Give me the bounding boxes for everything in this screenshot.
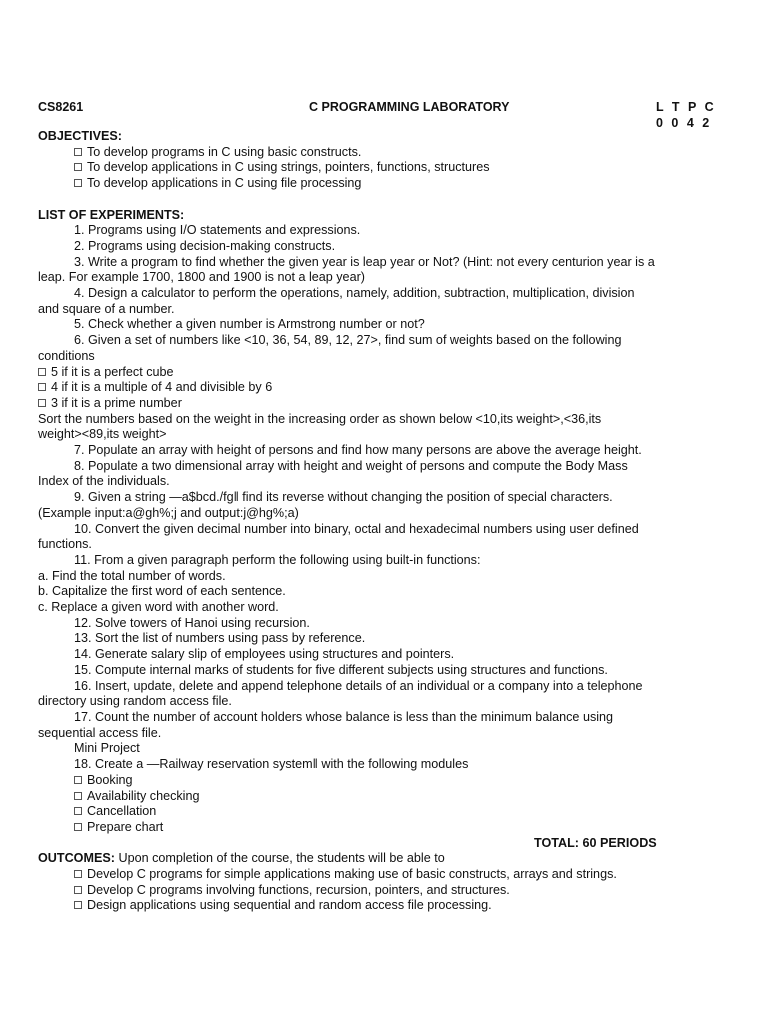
- experiment-line: 12. Solve towers of Hanoi using recursion.: [74, 615, 310, 630]
- experiment-line: leap. For example 1700, 1800 and 1900 is not a leap year): [38, 270, 365, 285]
- experiment-line: 1. Programs using I/O statements and expressions.: [74, 223, 361, 238]
- outcome-item: Develop C programs for simple applications making use of basic constructs, arrays and strings.: [38, 867, 714, 883]
- experiment-line: 6. Given a set of numbers like <10, 36, 54, 89, 12, 27>, find sum of weights based on the following: [74, 333, 622, 348]
- experiment-line: 11. From a given paragraph perform the following using built-in functions:: [74, 552, 481, 567]
- experiment-line: sequential access file.: [38, 725, 162, 740]
- experiment-line: (Example input:a@gh%;j and output:j@hg%;a): [38, 505, 299, 520]
- experiment-line: 13. Sort the list of numbers using pass by reference.: [74, 631, 366, 646]
- checkbox-bullet-icon: [74, 179, 82, 187]
- experiment-line: 10. Convert the given decimal number into binary, octal and hexadecimal numbers using user defined: [74, 521, 639, 536]
- experiment-line: c. Replace a given word with another word.: [38, 600, 279, 615]
- objectives-heading: OBJECTIVES:: [38, 129, 122, 143]
- checkbox-bullet-icon: [38, 399, 46, 407]
- objective-item: To develop applications in C using strings, pointers, functions, structures: [38, 160, 714, 176]
- experiment-line: Cancellation: [38, 804, 714, 820]
- ltpc-label: L T P C: [656, 100, 717, 114]
- experiment-line: Availability checking: [38, 789, 714, 805]
- checkbox-bullet-icon: [74, 163, 82, 171]
- experiment-line: 14. Generate salary slip of employees using structures and pointers.: [74, 647, 455, 662]
- experiment-line: 3 if it is a prime number: [38, 396, 714, 412]
- spacer: [38, 192, 714, 208]
- experiment-line: 18. Create a ―Railway reservation system‖ with the following modules: [74, 757, 469, 772]
- checkbox-bullet-icon: [74, 792, 82, 800]
- course-title: C PROGRAMMING LABORATORY: [309, 100, 510, 114]
- experiment-line: 5. Check whether a given number is Armstrong number or not?: [74, 317, 425, 332]
- checkbox-bullet-icon: [74, 148, 82, 156]
- experiments-heading: LIST OF EXPERIMENTS:: [38, 207, 185, 222]
- outcomes-intro: [38, 851, 714, 867]
- course-code: CS8261: [38, 100, 84, 114]
- checkbox-bullet-icon: [74, 807, 82, 815]
- experiment-line: Sort the numbers based on the weight in the increasing order as shown below <10,its weight>,<36,its: [38, 411, 602, 426]
- experiment-line: 7. Populate an array with height of persons and find how many persons are above the average height.: [74, 443, 642, 458]
- checkbox-bullet-icon: [74, 886, 82, 894]
- experiment-line: Prepare chart: [38, 820, 714, 836]
- checkbox-bullet-icon: [38, 368, 46, 376]
- checkbox-bullet-icon: [74, 776, 82, 784]
- experiment-line: conditions: [38, 348, 95, 363]
- outcomes-lead: Upon completion of the course, the students will be able to: [114, 851, 445, 866]
- experiment-line: and square of a number.: [38, 301, 175, 316]
- outcome-item: Develop C programs involving functions, recursion, pointers, and structures.: [38, 883, 714, 899]
- experiment-line: 17. Count the number of account holders whose balance is less than the minimum balance using: [74, 710, 614, 724]
- outcomes-heading: OUTCOMES:: [38, 851, 115, 866]
- checkbox-bullet-icon: [74, 870, 82, 878]
- objective-item: To develop applications in C using file processing: [38, 176, 714, 192]
- checkbox-bullet-icon: [74, 823, 82, 831]
- experiment-line: Mini Project: [74, 741, 140, 756]
- document-body: [38, 129, 714, 914]
- total-periods: TOTAL: 60 PERIODS: [534, 835, 657, 850]
- experiment-line: a. Find the total number of words.: [38, 568, 226, 583]
- experiment-line: 3. Write a program to find whether the given year is leap year or Not? (Hint: not every centurion year is a: [74, 254, 655, 269]
- experiment-line: 9. Given a string ―a$bcd./fg‖ find its reverse without changing the position of special characters.: [74, 490, 613, 505]
- checkbox-bullet-icon: [38, 383, 46, 391]
- experiment-line: Index of the individuals.: [38, 474, 170, 489]
- experiments-list: [38, 223, 714, 835]
- experiment-line: 5 if it is a perfect cube: [38, 365, 714, 381]
- ltpc-values: 0 0 4 2: [656, 116, 712, 130]
- experiment-line: 16. Insert, update, delete and append telephone details of an individual or a company into a telephone: [74, 678, 643, 693]
- experiment-line: 4 if it is a multiple of 4 and divisible by 6: [38, 380, 714, 396]
- experiment-line: directory using random access file.: [38, 694, 232, 709]
- experiment-line: weight><89,its weight>: [38, 427, 167, 442]
- experiment-line: 4. Design a calculator to perform the operations, namely, addition, subtraction, multiplication, division: [74, 286, 635, 301]
- experiment-line: b. Capitalize the first word of each sentence.: [38, 584, 286, 599]
- checkbox-bullet-icon: [74, 901, 82, 909]
- objective-item: To develop programs in C using basic constructs.: [38, 145, 714, 161]
- experiment-line: 15. Compute internal marks of students for five different subjects using structures and functions.: [74, 662, 608, 677]
- outcome-item: Design applications using sequential and random access file processing.: [38, 898, 714, 914]
- experiment-line: 2. Programs using decision-making constructs.: [74, 238, 336, 253]
- experiment-line: functions.: [38, 537, 92, 552]
- experiment-line: 8. Populate a two dimensional array with height and weight of persons and compute the Body Mass: [74, 458, 628, 473]
- experiment-line: Booking: [38, 773, 714, 789]
